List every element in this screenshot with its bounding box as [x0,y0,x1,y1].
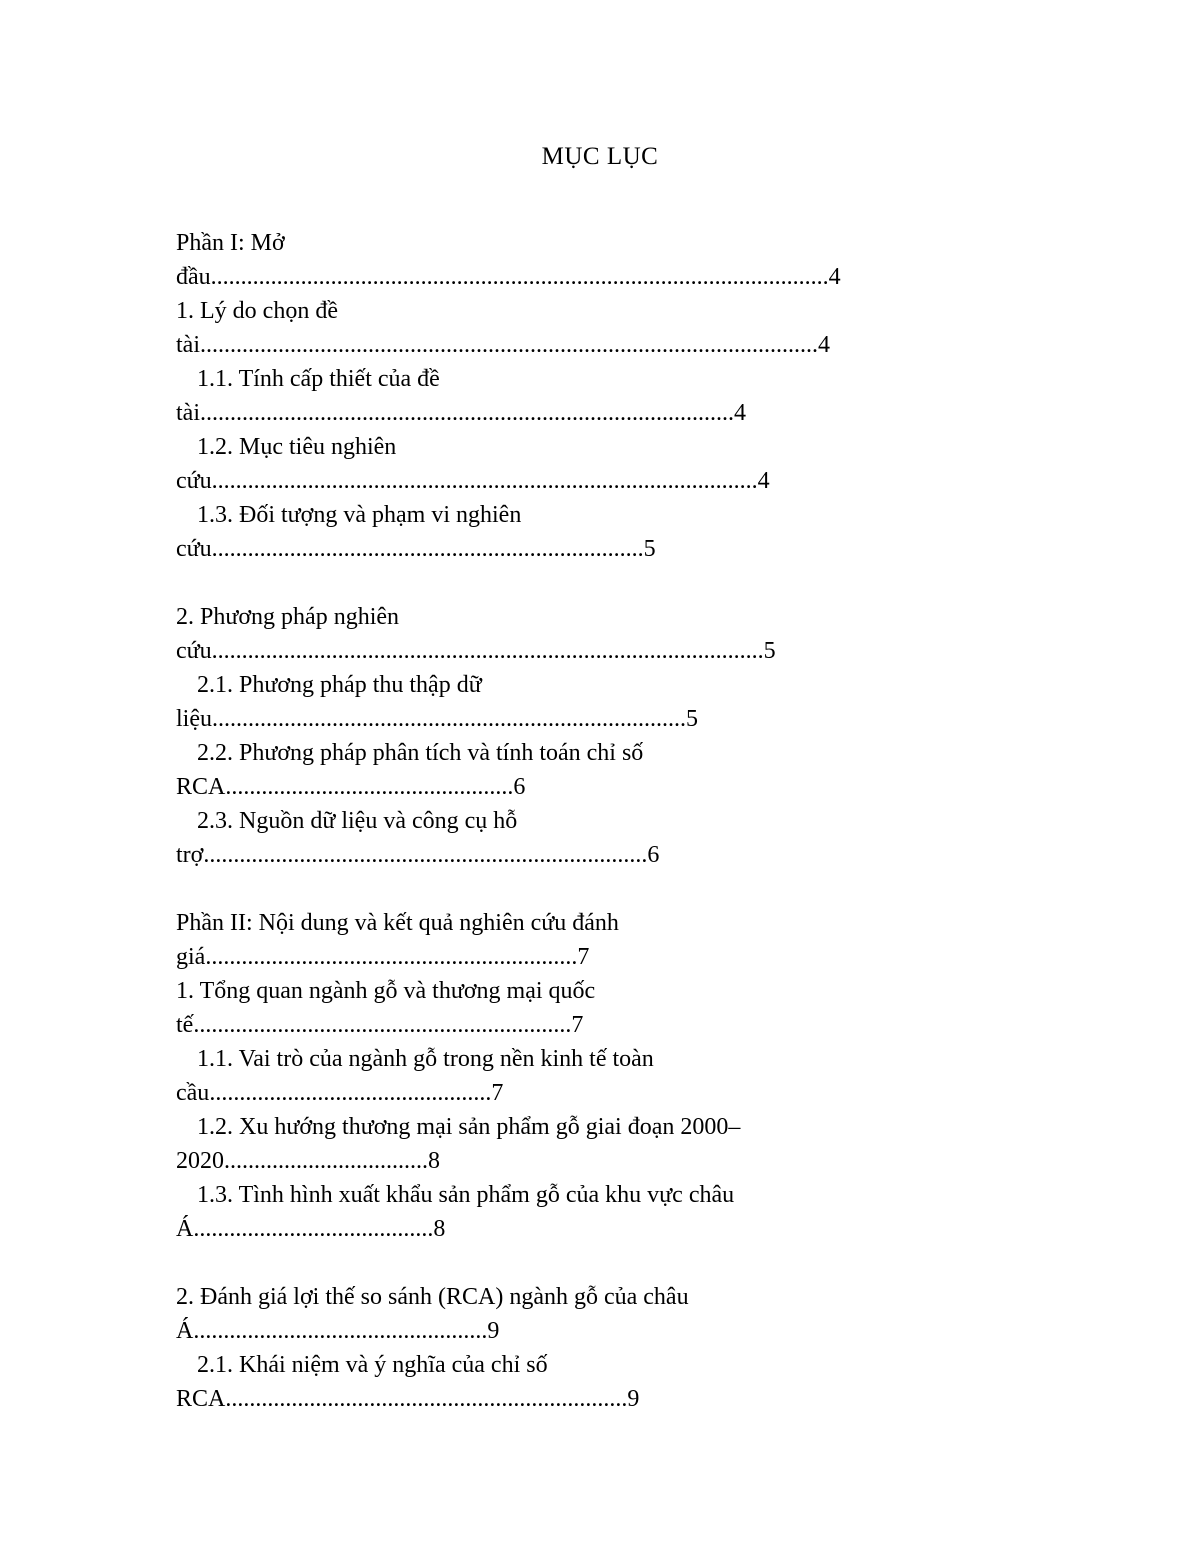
toc-entry-label: 1.1. Vai trò của ngành gỗ trong nền kinh tế toàn [197,1046,654,1072]
toc-entry-page: 7 [491,1080,504,1106]
toc-entry-page: 8 [428,1148,440,1174]
toc-entry-vai-tro-nganh-go[interactable] [176,1042,1036,1110]
toc-entry-page: 4 [818,332,830,358]
toc-entry-tail: cứu [176,638,212,664]
toc-entry-nguon-du-lieu[interactable] [176,804,1036,872]
toc-entry-page: 4 [734,400,746,426]
toc-entry-leader: ................................................ [225,774,514,800]
table-of-contents [176,226,1036,1416]
toc-entry-phan-1-mo-dau[interactable] [176,226,1036,294]
toc-entry-tail: đầu [176,264,211,290]
toc-entry-leader: ......................................................................................... [200,400,734,426]
toc-entry-khai-niem-rca[interactable] [176,1348,1036,1416]
toc-entry-tail: Á [176,1216,194,1242]
toc-entry-muc-tieu-nghien-cuu[interactable] [176,430,1036,498]
toc-entry-leader: ....................................................................................................... [210,264,829,290]
toc-entry-label: 1.2. Mục tiêu nghiên [197,434,397,460]
toc-entry-label: 2.1. Khái niệm và ý nghĩa của chỉ số [197,1352,548,1378]
toc-entry-label: 1.2. Xu hướng thương mại sản phẩm gỗ giai đoạn 2000– [197,1114,741,1140]
toc-entry-leader: .................................. [224,1148,428,1174]
toc-entry-label: 2.3. Nguồn dữ liệu và công cụ hỗ [197,808,518,834]
toc-entry-xu-huong-thuong-mai[interactable] [176,1110,1036,1178]
toc-entry-label: 2. Đánh giá lợi thế so sánh (RCA) ngành gỗ của châu [176,1284,689,1310]
toc-entry-leader: ................................................. [193,1318,488,1344]
toc-entry-leader: ....................................................................................................... [200,332,818,358]
toc-entry-leader: .............................................................. [205,944,578,970]
toc-entry-page: 7 [577,944,590,970]
toc-entry-tail: cứu [176,468,212,494]
toc-entry-phuong-phap-nghien-cuu[interactable] [176,600,1036,668]
toc-entry-tail: giá [176,944,206,970]
toc-entry-page: 4 [828,264,841,290]
toc-entry-tail: RCA [176,774,226,800]
toc-entry-page: 5 [763,638,776,664]
toc-entry-label: 2. Phương pháp nghiên [176,604,400,630]
toc-entry-tail: RCA [176,1386,226,1412]
section-gap [176,872,1036,906]
toc-entry-page: 8 [433,1216,446,1242]
toc-entry-page: 7 [571,1012,584,1038]
toc-entry-thu-thap-du-lieu[interactable] [176,668,1036,736]
toc-entry-tail: trợ [176,842,204,868]
toc-entry-page: 9 [487,1318,500,1344]
toc-entry-danh-gia-rca[interactable] [176,1280,1036,1348]
toc-entry-phan-tich-rca[interactable] [176,736,1036,804]
toc-entry-ly-do-chon-de-tai[interactable] [176,294,1036,362]
section-gap [176,1246,1036,1280]
toc-entry-tail: tế [176,1012,194,1038]
toc-entry-label: 2.1. Phương pháp thu thập dữ [197,672,482,698]
toc-entry-tong-quan-nganh-go[interactable] [176,974,1036,1042]
toc-entry-tail: Á [176,1318,194,1344]
toc-entry-label: 1.3. Tình hình xuất khẩu sản phẩm gỗ của khu vực châu [197,1182,735,1208]
toc-entry-leader: ............................................... [209,1080,492,1106]
toc-entry-tail: liệu [176,706,212,732]
toc-entry-label: 1. Tổng quan ngành gỗ và thương mại quốc [176,978,596,1004]
toc-entry-leader: ............................................................... [193,1012,572,1038]
toc-entry-label: Phần II: Nội dung và kết quả nghiên cứu đánh [176,910,619,936]
toc-entry-leader: ............................................................................................ [211,638,764,664]
toc-entry-xuat-khau-chau-a[interactable] [176,1178,1036,1246]
toc-entry-page: 6 [513,774,526,800]
toc-entry-leader: ........................................................................................... [211,468,758,494]
toc-entry-tail: cầu [176,1080,210,1106]
toc-entry-tinh-cap-thiet[interactable] [176,362,1036,430]
toc-entry-label: 1.1. Tính cấp thiết của đề [197,366,440,392]
toc-entry-leader: ............................................................................... [212,706,686,732]
section-gap [176,566,1036,600]
toc-entry-doi-tuong-pham-vi[interactable] [176,498,1036,566]
toc-entry-tail: tài [176,332,200,358]
toc-entry-tail: 2020 [176,1148,224,1174]
toc-entry-leader: ................................................................... [225,1386,628,1412]
toc-entry-leader: ........................................ [193,1216,434,1242]
toc-entry-page: 9 [627,1386,640,1412]
toc-entry-phan-2-noi-dung[interactable] [176,906,1036,974]
toc-entry-page: 5 [643,536,656,562]
toc-entry-leader: ........................................................................ [211,536,644,562]
toc-entry-tail: cứu [176,536,212,562]
toc-entry-page: 6 [647,842,660,868]
toc-title: MỤC LỤC [541,143,659,170]
toc-entry-leader: .......................................................................... [203,842,648,868]
toc-entry-label: 1.3. Đối tượng và phạm vi nghiên [197,502,522,528]
toc-entry-label: Phần I: Mở [176,230,285,256]
toc-entry-label: 2.2. Phương pháp phân tích và tính toán chỉ số [197,740,644,766]
toc-entry-label: 1. Lý do chọn đề [176,298,338,324]
toc-entry-tail: tài [176,400,200,426]
toc-entry-page: 4 [757,468,770,494]
toc-entry-page: 5 [686,706,698,732]
